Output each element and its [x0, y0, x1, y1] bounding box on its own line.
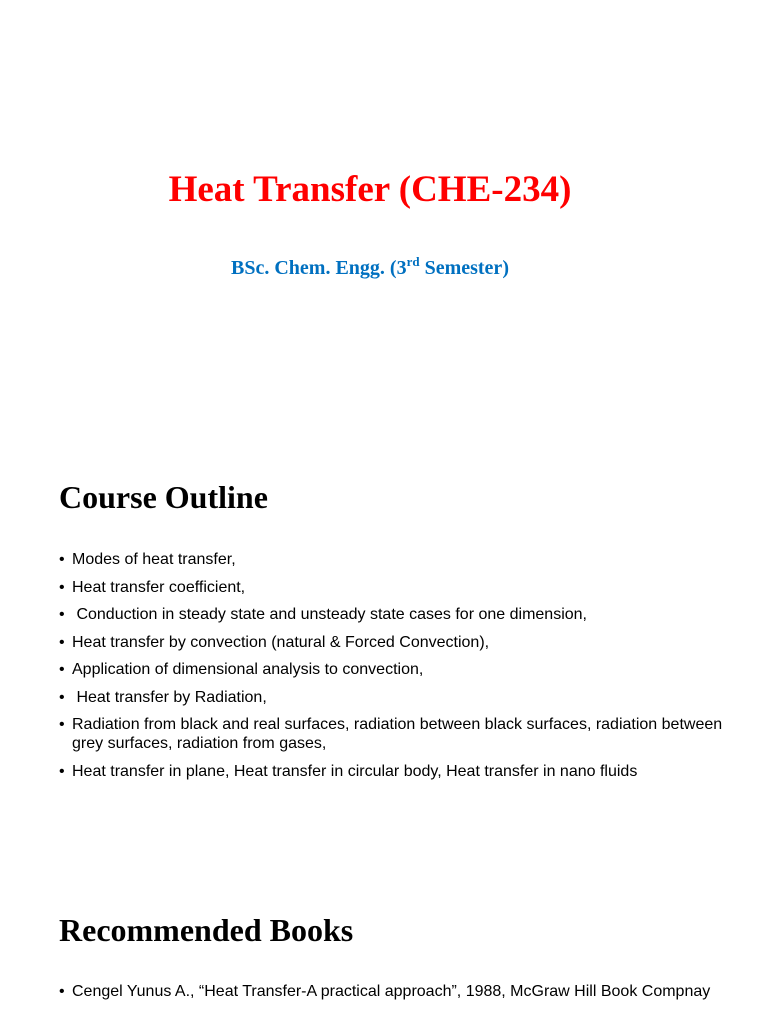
list-item-text: Heat transfer by Radiation,: [72, 688, 267, 706]
list-item-text: Modes of heat transfer,: [72, 551, 236, 568]
list-item-text: Heat transfer coefficient,: [72, 578, 246, 596]
page-title: Heat Transfer (CHE-234): [168, 169, 572, 210]
bullet-icon: •: [59, 578, 65, 596]
course-outline-heading: Course Outline: [59, 479, 268, 515]
list-item-text: Heat transfer by convection (natural & Forced Convection),: [72, 633, 490, 651]
list-item-text: Heat transfer in plane, Heat transfer in circular body, Heat transfer in nano fluids: [72, 762, 638, 780]
bullet-icon: •: [59, 661, 65, 678]
list-item: [59, 578, 749, 597]
list-item: [59, 660, 749, 679]
list-item: [59, 762, 749, 781]
bullet-icon: •: [59, 606, 65, 623]
list-item-text: Radiation from black and real surfaces, radiation between black surfaces, radiation between grey surfaces, radiation from gases,: [72, 716, 723, 752]
list-item: [59, 550, 749, 569]
subtitle-suffix: Semester): [419, 257, 509, 279]
bullet-icon: •: [59, 551, 65, 568]
list-item: [59, 605, 749, 624]
bullet-icon: •: [59, 633, 65, 651]
bullet-icon: •: [59, 983, 65, 1000]
subtitle: [0, 255, 740, 281]
recommended-books-heading: Recommended Books: [59, 912, 354, 948]
bullet-icon: •: [59, 716, 65, 733]
list-item: [59, 688, 749, 707]
subtitle-prefix: BSc. Chem. Engg. (3: [231, 257, 407, 279]
list-item: [59, 715, 749, 753]
recommended-books-list: [59, 982, 749, 1010]
list-item-text: Conduction in steady state and unsteady state cases for one dimension,: [72, 606, 587, 623]
list-item: [59, 633, 749, 652]
list-item-text: Cengel Yunus A., “Heat Transfer-A practical approach”, 1988, McGraw Hill Book Compnay: [72, 983, 711, 1000]
list-item: [59, 982, 749, 1001]
list-item-text: Application of dimensional analysis to convection,: [72, 661, 424, 678]
bullet-icon: •: [59, 762, 65, 780]
course-outline-list: [59, 550, 749, 789]
subtitle-superscript: rd: [406, 254, 420, 269]
bullet-icon: •: [59, 688, 65, 706]
